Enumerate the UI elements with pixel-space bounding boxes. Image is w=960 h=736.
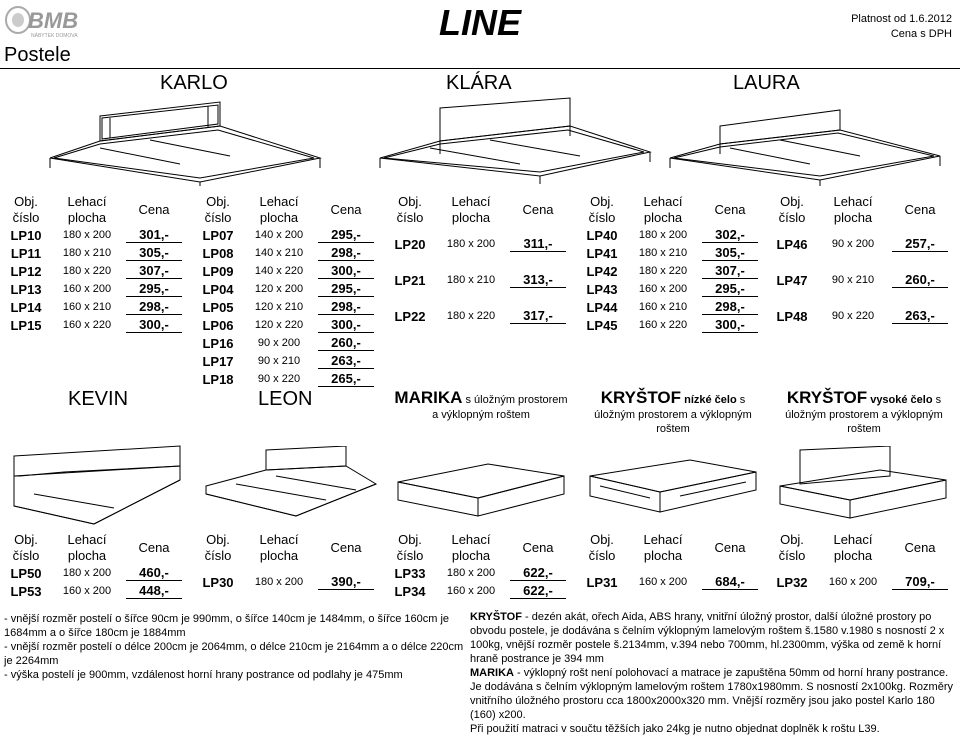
table-row	[770, 262, 956, 298]
table-header	[196, 194, 382, 226]
col-plocha: plocha	[833, 548, 873, 563]
row-price: 307,-	[126, 263, 182, 279]
col-plocha: plocha	[451, 548, 491, 563]
row-price: 263,-	[892, 308, 948, 324]
krystof-high-sub1: vysoké čelo	[867, 394, 933, 406]
table-row	[196, 226, 382, 244]
table-header	[4, 194, 190, 226]
col-cena: Cena	[138, 202, 170, 217]
row-code: LP15	[10, 317, 42, 333]
row-price: 448,-	[126, 583, 182, 599]
bed-illustration-karlo	[40, 96, 330, 186]
marika-title: MARIKA	[394, 388, 463, 407]
col-plocha: plocha	[643, 548, 683, 563]
table-karlo	[4, 194, 190, 334]
table-row	[388, 564, 574, 582]
row-price: 622,-	[510, 583, 566, 599]
col-lehaci: Lehací	[67, 194, 107, 209]
row-price: 295,-	[702, 281, 758, 297]
table-row	[388, 262, 574, 298]
table-row	[580, 298, 766, 316]
row-size: 160 x 200	[446, 585, 496, 597]
col-plocha: plocha	[451, 210, 491, 225]
note-marika	[470, 666, 956, 722]
col-cislo: číslo	[588, 548, 616, 563]
col-cena: Cena	[714, 202, 746, 217]
row-size: 140 x 210	[254, 247, 304, 259]
row-price: 709,-	[892, 574, 948, 590]
row-size: 180 x 200	[254, 576, 304, 588]
row-size: 120 x 200	[254, 283, 304, 295]
row-price: 305,-	[126, 245, 182, 261]
col-obj: Obj.	[14, 194, 38, 209]
row-code: LP47	[776, 272, 808, 288]
table-row	[196, 316, 382, 334]
table-row	[770, 564, 956, 600]
row-price: 390,-	[318, 574, 374, 590]
col-obj: Obj.	[398, 194, 422, 209]
row-price: 311,-	[510, 236, 566, 252]
note-marika-label: MARIKA	[470, 667, 514, 679]
row-code: LP10	[10, 227, 42, 243]
table-row	[4, 280, 190, 298]
table-header	[770, 532, 956, 564]
row-size: 120 x 210	[254, 301, 304, 313]
col-cena: Cena	[330, 202, 362, 217]
row-price: 305,-	[702, 245, 758, 261]
row-code: LP20	[394, 236, 426, 252]
col-obj: Obj.	[206, 532, 230, 547]
validity-info	[851, 12, 952, 42]
row-price: 265,-	[318, 371, 374, 387]
row-code: LP34	[394, 583, 426, 599]
row-size: 180 x 220	[62, 265, 112, 277]
note-krystof-label: KRYŠTOF	[470, 611, 522, 623]
row-code: LP48	[776, 308, 808, 324]
row-price: 295,-	[318, 227, 374, 243]
row-code: LP40	[586, 227, 618, 243]
row-code: LP07	[202, 227, 234, 243]
row-price: 317,-	[510, 308, 566, 324]
col-cislo: číslo	[12, 210, 40, 225]
col-lehaci: Lehací	[259, 194, 299, 209]
table-row	[4, 262, 190, 280]
table-klara-2	[388, 194, 574, 334]
table-marika	[388, 532, 574, 600]
table-header	[388, 194, 574, 226]
row-code: LP18	[202, 371, 234, 387]
row-size: 180 x 200	[62, 567, 112, 579]
table-row	[4, 564, 190, 582]
row-price: 298,-	[702, 299, 758, 315]
svg-text:NÁBYTEK DOMOVA: NÁBYTEK DOMOVA	[31, 33, 78, 39]
col-lehaci: Lehací	[451, 194, 491, 209]
section-karlo: KARLO	[160, 72, 228, 94]
table-row	[196, 334, 382, 352]
table-row	[388, 298, 574, 334]
col-cislo: číslo	[778, 548, 806, 563]
col-cena: Cena	[522, 202, 554, 217]
row-price: 307,-	[702, 263, 758, 279]
col-lehaci: Lehací	[259, 532, 299, 547]
row-price: 460,-	[126, 565, 182, 581]
col-cislo: číslo	[396, 210, 424, 225]
table-header	[4, 532, 190, 564]
row-code: LP12	[10, 263, 42, 279]
row-price: 300,-	[318, 263, 374, 279]
section-laura: LAURA	[733, 72, 800, 94]
row-price: 300,-	[318, 317, 374, 333]
table-row	[580, 226, 766, 244]
row-size: 160 x 210	[638, 301, 688, 313]
row-size: 140 x 220	[254, 265, 304, 277]
svg-text:BMB: BMB	[28, 8, 79, 33]
row-size: 160 x 210	[62, 301, 112, 313]
table-row	[4, 298, 190, 316]
table-row	[388, 226, 574, 262]
bed-illustration-krystof-high	[770, 446, 956, 528]
table-row	[196, 244, 382, 262]
section-krystof-high	[770, 388, 958, 436]
table-row	[196, 564, 382, 600]
col-cena: Cena	[714, 540, 746, 555]
col-cislo: číslo	[12, 548, 40, 563]
notes-left	[4, 612, 464, 682]
table-row	[580, 316, 766, 334]
row-code: LP45	[586, 317, 618, 333]
table-krystof-high	[770, 532, 956, 600]
col-cena: Cena	[330, 540, 362, 555]
row-size: 180 x 200	[62, 229, 112, 241]
section-klara: KLÁRA	[446, 72, 512, 94]
row-price: 298,-	[318, 299, 374, 315]
marika-sub1: s úložným prostorem	[462, 394, 568, 406]
col-obj: Obj.	[590, 194, 614, 209]
table-row	[196, 352, 382, 370]
row-size: 90 x 220	[257, 373, 301, 385]
table-row	[196, 262, 382, 280]
row-code: LP13	[10, 281, 42, 297]
table-row	[4, 582, 190, 600]
row-price: 260,-	[892, 272, 948, 288]
row-code: LP14	[10, 299, 42, 315]
krystof-low-sub3: roštem	[656, 423, 690, 435]
table-row	[770, 226, 956, 262]
row-code: LP09	[202, 263, 234, 279]
section-leon: LEON	[258, 388, 313, 410]
row-price: 260,-	[318, 335, 374, 351]
row-size: 160 x 220	[638, 319, 688, 331]
col-plocha: plocha	[259, 548, 299, 563]
row-size: 160 x 200	[638, 283, 688, 295]
krystof-high-title: KRYŠTOF	[786, 388, 868, 407]
row-code: LP30	[202, 574, 234, 590]
col-obj: Obj.	[590, 532, 614, 547]
marika-sub2: a výklopným roštem	[432, 409, 530, 421]
col-lehaci: Lehací	[67, 532, 107, 547]
col-obj: Obj.	[206, 194, 230, 209]
krystof-high-sub3: roštem	[847, 423, 881, 435]
row-size: 90 x 210	[257, 355, 301, 367]
row-size: 90 x 220	[831, 310, 875, 322]
row-size: 160 x 200	[62, 283, 112, 295]
table-row	[4, 244, 190, 262]
table-header	[196, 532, 382, 564]
note-height: - výška postelí je 900mm, vzdálenost horní hrany postrance od podlahy je 475mm	[4, 669, 403, 681]
row-price: 295,-	[318, 281, 374, 297]
table-row	[196, 370, 382, 388]
table-row	[4, 316, 190, 334]
col-cislo: číslo	[588, 210, 616, 225]
header-divider	[0, 68, 960, 69]
page-title: LINE	[438, 2, 521, 43]
row-size: 180 x 200	[446, 567, 496, 579]
row-code: LP33	[394, 565, 426, 581]
col-lehaci: Lehací	[833, 194, 873, 209]
bed-illustration-leon	[196, 446, 382, 528]
row-code: LP11	[10, 245, 42, 261]
col-plocha: plocha	[833, 210, 873, 225]
row-size: 90 x 200	[831, 238, 875, 250]
row-price: 300,-	[702, 317, 758, 333]
note-last: Při použití matraci v součtu těžších jako 24kg je nutno objednat doplněk k roštu L39.	[470, 723, 880, 735]
vat-note: Cena s DPH	[890, 28, 952, 40]
row-code: LP44	[586, 299, 618, 315]
bed-illustration-laura	[660, 96, 950, 186]
row-size: 160 x 200	[62, 585, 112, 597]
col-obj: Obj.	[14, 532, 38, 547]
col-cena: Cena	[904, 202, 936, 217]
bed-illustration-marika	[388, 446, 574, 528]
col-cislo: číslo	[396, 548, 424, 563]
col-cislo: číslo	[204, 210, 232, 225]
col-lehaci: Lehací	[833, 532, 873, 547]
col-cislo: číslo	[778, 210, 806, 225]
krystof-high-sub2: úložným prostorem a výklopným	[785, 409, 943, 421]
col-lehaci: Lehací	[643, 532, 683, 547]
row-code: LP53	[10, 583, 42, 599]
row-price: 263,-	[318, 353, 374, 369]
row-code: LP21	[394, 272, 426, 288]
table-header	[580, 194, 766, 226]
table-krystof-low	[580, 532, 766, 600]
table-row	[580, 564, 766, 600]
row-price: 298,-	[126, 299, 182, 315]
krystof-high-sub1b: s	[932, 394, 942, 406]
col-cislo: číslo	[204, 548, 232, 563]
col-lehaci: Lehací	[451, 532, 491, 547]
table-row	[770, 298, 956, 334]
krystof-low-title: KRYŠTOF	[600, 388, 682, 407]
row-code: LP05	[202, 299, 234, 315]
row-code: LP08	[202, 245, 234, 261]
row-size: 160 x 220	[62, 319, 112, 331]
col-cena: Cena	[904, 540, 936, 555]
row-size: 180 x 200	[638, 229, 688, 241]
row-code: LP16	[202, 335, 234, 351]
category-title: Postele	[4, 44, 71, 66]
row-price: 684,-	[702, 574, 758, 590]
row-code: LP43	[586, 281, 618, 297]
row-price: 298,-	[318, 245, 374, 261]
table-laura-2	[770, 194, 956, 334]
row-price: 301,-	[126, 227, 182, 243]
row-code: LP42	[586, 263, 618, 279]
table-header	[388, 532, 574, 564]
col-plocha: plocha	[67, 548, 107, 563]
row-price: 302,-	[702, 227, 758, 243]
row-size: 180 x 220	[638, 265, 688, 277]
table-row	[580, 280, 766, 298]
row-size: 180 x 210	[446, 274, 496, 286]
bed-illustration-kevin	[4, 436, 190, 528]
note-length: - vnější rozměr postelí o délce 200cm je 2064mm, o délce 210cm je 2164mm a o délce 220cm je 2264mm	[4, 641, 464, 667]
row-size: 180 x 210	[638, 247, 688, 259]
row-size: 180 x 210	[62, 247, 112, 259]
krystof-low-sub2: úložným prostorem a výklopným	[594, 409, 752, 421]
table-row	[196, 280, 382, 298]
row-size: 90 x 200	[257, 337, 301, 349]
section-marika	[388, 388, 574, 422]
table-header	[580, 532, 766, 564]
table-row	[4, 226, 190, 244]
note-krystof	[470, 610, 956, 666]
table-row	[580, 262, 766, 280]
krystof-low-sub1: nízké čelo	[681, 394, 737, 406]
note-marika-text: - výklopný rošt není polohovací a matrace je zapuštěna 50mm od horní hrany postrance. Je dodávána s čelním výklopným lamelovým roštem 1780x1980mm. S nosností 2x100kg. Rozměry vnitřního úložného prostoru cca 1800x2000x320 mm. Vnější rozměry jsou jako postel Karlo 180 (160) x200.	[470, 667, 953, 721]
col-plocha: plocha	[643, 210, 683, 225]
row-size: 160 x 200	[638, 576, 688, 588]
row-size: 180 x 220	[446, 310, 496, 322]
col-cena: Cena	[522, 540, 554, 555]
row-price: 295,-	[126, 281, 182, 297]
section-krystof-low	[580, 388, 766, 436]
table-row	[388, 582, 574, 600]
note-krystof-text: - dezén akát, ořech Aida, ABS hrany, vnitřní úložný prostor, další úložné prostory po obvodu postele, je dodávána s čelním výklopným lamelovým roštem š.1580 v.1980 s nosností 2 x 100kg, vnější rozměr postele š.2134mm, v.394 nebo 700mm, hl.2300mm, výška od země k horní hraně postrance je 394 mm	[470, 611, 945, 665]
section-kevin: KEVIN	[68, 388, 129, 410]
bed-illustration-krystof-low	[580, 446, 766, 528]
row-code: LP06	[202, 317, 234, 333]
row-code: LP31	[586, 574, 618, 590]
table-laura-1	[580, 194, 766, 334]
row-size: 140 x 200	[254, 229, 304, 241]
row-code: LP41	[586, 245, 618, 261]
row-code: LP50	[10, 565, 42, 581]
table-klara-1	[196, 194, 382, 388]
row-code: LP46	[776, 236, 808, 252]
row-price: 313,-	[510, 272, 566, 288]
col-plocha: plocha	[67, 210, 107, 225]
row-price: 622,-	[510, 565, 566, 581]
row-code: LP04	[202, 281, 234, 297]
col-lehaci: Lehací	[643, 194, 683, 209]
row-size: 160 x 200	[828, 576, 878, 588]
row-size: 120 x 220	[254, 319, 304, 331]
row-code: LP17	[202, 353, 234, 369]
bed-illustration-klara	[370, 96, 660, 186]
notes-right	[470, 610, 956, 736]
table-row	[196, 298, 382, 316]
row-price: 300,-	[126, 317, 182, 333]
note-width: - vnější rozměr postelí o šířce 90cm je 990mm, o šířce 140cm je 1484mm, o šířce 160cm je 1684mm a o šířce 180cm je 1884mm	[4, 613, 450, 639]
krystof-low-sub1b: s	[736, 394, 746, 406]
col-obj: Obj.	[398, 532, 422, 547]
row-price: 257,-	[892, 236, 948, 252]
row-code: LP22	[394, 308, 426, 324]
col-obj: Obj.	[780, 194, 804, 209]
row-size: 90 x 210	[831, 274, 875, 286]
table-leon	[196, 532, 382, 600]
row-size: 180 x 200	[446, 238, 496, 250]
table-header	[770, 194, 956, 226]
table-kevin	[4, 532, 190, 600]
col-cena: Cena	[138, 540, 170, 555]
table-row	[580, 244, 766, 262]
col-obj: Obj.	[780, 532, 804, 547]
col-plocha: plocha	[259, 210, 299, 225]
validity-date: Platnost od 1.6.2012	[851, 13, 952, 25]
row-code: LP32	[776, 574, 808, 590]
